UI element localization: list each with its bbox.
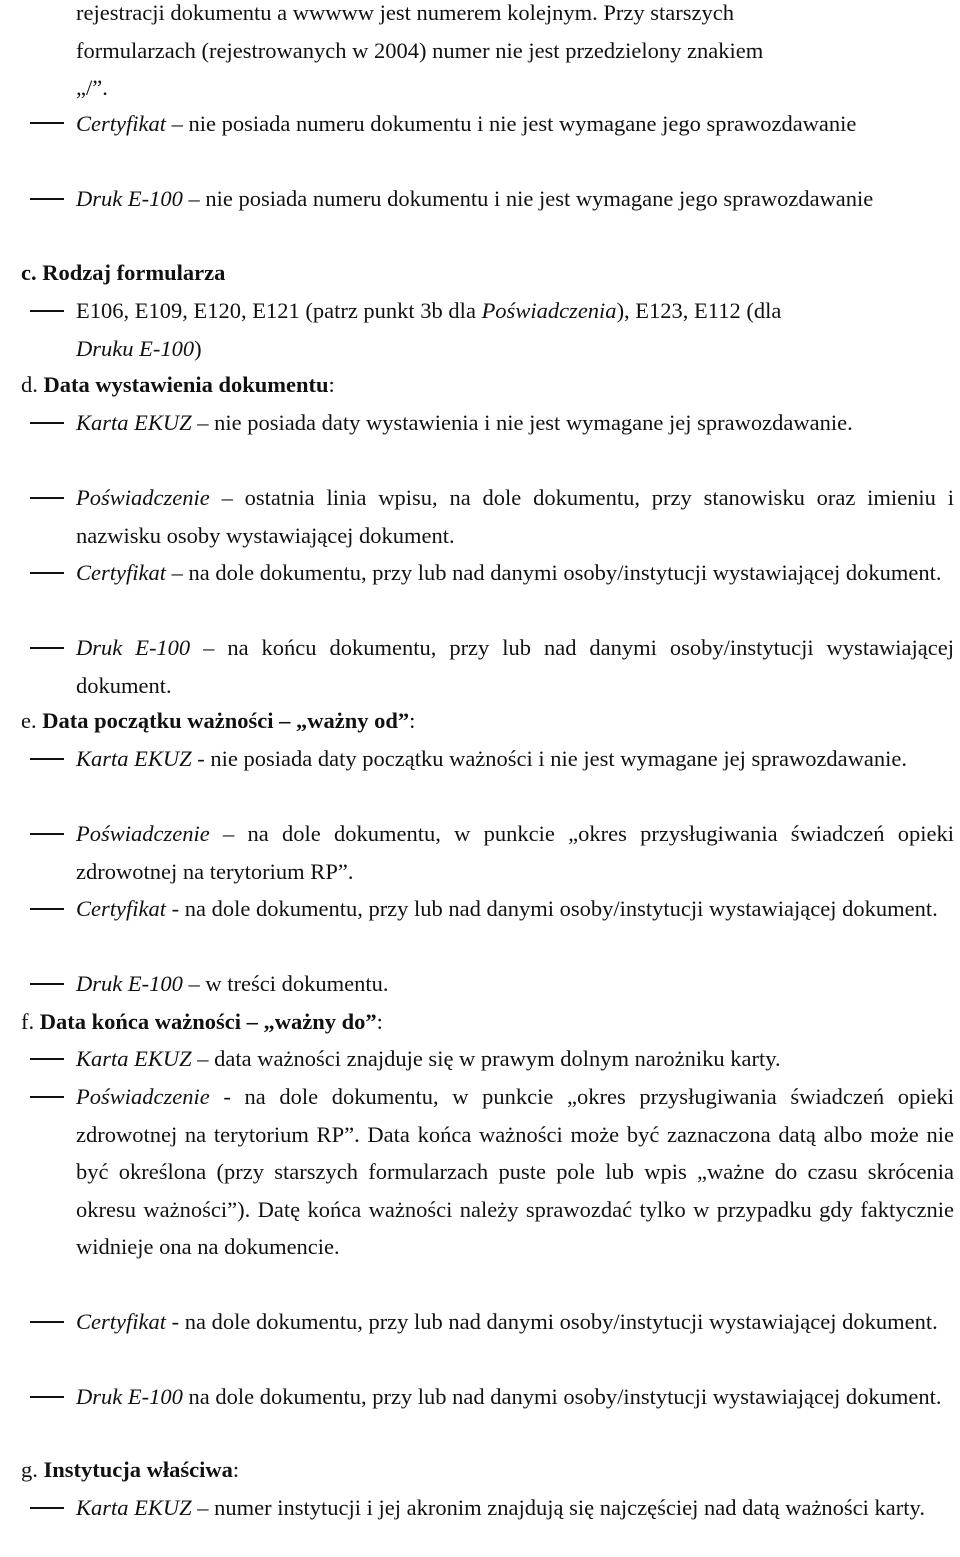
bullet-item — [76, 404, 954, 442]
bullet-item — [76, 740, 954, 778]
intro-paragraph — [76, 0, 954, 107]
bullet-text: – na końcu dokumentu, przy lub nad danymi osoby/instytucji wystawiającej dokument. — [76, 635, 955, 698]
section-heading-f — [21, 1003, 383, 1041]
dash-bullet — [30, 647, 64, 649]
dash-bullet — [30, 122, 64, 124]
bullet-term: Karta EKUZ — [76, 410, 192, 435]
bullet-item — [76, 292, 954, 367]
dash-bullet — [30, 497, 64, 499]
intro-line-2: formularzach (rejestrowanych w 2004) numer nie jest przedzielony znakiem — [76, 37, 764, 63]
section-heading-d — [21, 366, 335, 404]
bullet-item — [76, 1303, 954, 1341]
bullet-item — [76, 1489, 954, 1527]
bullet-item — [76, 105, 954, 143]
section-colon: : — [232, 1457, 240, 1482]
bullet-text: ), E123, E112 (dla — [616, 298, 782, 323]
bullet-term: Druk E-100 — [76, 635, 191, 660]
bullet-term: Karta EKUZ — [76, 746, 192, 771]
bullet-item — [76, 815, 954, 890]
bullet-text: – ostatnia linia wpisu, na dole dokumentu, przy stanowisku oraz imieniu i nazwisku osoby wystawiającej dokument. — [76, 485, 954, 548]
bullet-text: - na dole dokumentu, w punkcie „okres przysługiwania świadczeń opieki zdrowotnej na terytorium RP”. Data końca ważności może być zaznaczona datą albo może nie być określona (przy starszych formularzach puste pole lub wpis „ważne do czasu skrócenia okresu ważności”). Datę końca ważności należy sprawozdać tylko w przypadku gdy faktycznie widnieje ona na dokumencie. — [76, 1084, 954, 1259]
bullet-text: na dole dokumentu, przy lub nad danymi osoby/instytucji wystawiającej dokument. — [188, 1384, 942, 1409]
section-title: Data początku ważności – „ważny od” — [42, 708, 410, 733]
bullet-term: Certyfikat — [76, 1309, 166, 1334]
bullet-text: – numer instytucji i jej akronim znajdują się najczęściej nad datą ważności karty. — [197, 1495, 925, 1520]
bullet-text: nie posiada numeru dokumentu i nie jest wymagane jego sprawozdawanie — [188, 111, 857, 136]
bullet-term: Druk E-100 — [76, 1384, 183, 1409]
dash-bullet — [30, 1396, 64, 1398]
bullet-text: - na dole dokumentu, przy lub nad danymi osoby/instytucji wystawiającej dokument. — [171, 1309, 938, 1334]
dash-bullet — [30, 422, 64, 424]
bullet-text: – data ważności znajduje się w prawym dolnym narożniku karty. — [197, 1046, 781, 1071]
bullet-text: - nie posiada daty początku ważności i nie jest wymagane jej sprawozdawanie. — [197, 746, 908, 771]
bullet-text: - na dole dokumentu, przy lub nad danymi osoby/instytucji wystawiającej dokument. — [171, 896, 938, 921]
section-title: Instytucja właściwa — [43, 1457, 233, 1482]
bullet-term: Poświadczenia — [481, 298, 617, 323]
bullet-item — [76, 890, 954, 928]
dash-bullet — [30, 833, 64, 835]
bullet-term: Certyfikat — [76, 896, 166, 921]
bullet-sep: – — [188, 186, 200, 211]
bullet-item — [76, 180, 954, 218]
bullet-term: Druku E-100 — [76, 335, 195, 361]
bullet-item — [76, 1040, 954, 1078]
section-letter: f. — [21, 1009, 35, 1034]
bullet-term: Karta EKUZ — [76, 1495, 192, 1520]
bullet-term: Karta EKUZ — [76, 1046, 192, 1071]
bullet-item — [76, 1378, 954, 1416]
dash-bullet — [30, 310, 64, 312]
dash-bullet — [30, 198, 64, 200]
section-letter: e. — [21, 708, 37, 733]
section-letter: d. — [21, 372, 38, 397]
bullet-term: Poświadczenie — [76, 485, 210, 510]
bullet-text: – na dole dokumentu, w punkcie „okres przysługiwania świadczeń opieki zdrowotnej na terytorium RP”. — [76, 821, 955, 884]
section-colon: : — [376, 1009, 383, 1034]
dash-bullet — [30, 1058, 64, 1060]
section-letter: c. — [21, 260, 37, 285]
bullet-text: ) — [194, 335, 202, 361]
bullet-text: – nie posiada daty wystawienia i nie jest wymagane jej sprawozdawanie. — [197, 410, 853, 435]
bullet-item — [76, 1078, 954, 1266]
bullet-term: Poświadczenie — [76, 821, 210, 846]
bullet-term: Certyfikat — [76, 560, 166, 585]
bullet-text: – na dole dokumentu, przy lub nad danymi osoby/instytucji wystawiającej dokument. — [171, 560, 942, 585]
dash-bullet — [30, 572, 64, 574]
bullet-item — [76, 479, 954, 554]
section-colon: : — [409, 708, 416, 733]
bullet-text: – w treści dokumentu. — [188, 971, 389, 996]
dash-bullet — [30, 758, 64, 760]
bullet-text: E106, E109, E120, E121 (patrz punkt 3b dla — [76, 298, 482, 323]
bullet-term: Druk E-100 — [76, 186, 183, 211]
intro-line-3: „/”. — [76, 75, 108, 100]
section-heading-e — [21, 702, 415, 740]
dash-bullet — [30, 908, 64, 910]
dash-bullet — [30, 983, 64, 985]
bullet-item — [76, 554, 954, 592]
bullet-term: Druk E-100 — [76, 971, 183, 996]
section-heading-g — [21, 1451, 239, 1489]
dash-bullet — [30, 1321, 64, 1323]
dash-bullet — [30, 1096, 64, 1098]
bullet-term: Certyfikat — [76, 111, 166, 136]
section-colon: : — [328, 372, 335, 397]
section-title: Rodzaj formularza — [42, 260, 226, 285]
section-title: Data końca ważności – „ważny do” — [39, 1009, 377, 1034]
bullet-text: nie posiada numeru dokumentu i nie jest wymagane jego sprawozdawanie — [205, 186, 874, 211]
dash-bullet — [30, 1507, 64, 1509]
section-title: Data wystawienia dokumentu — [43, 372, 329, 397]
intro-line-1: rejestracji dokumentu a wwwww jest numerem kolejnym. Przy starszych — [76, 0, 734, 25]
bullet-term: Poświadczenie — [76, 1084, 210, 1109]
bullet-item — [76, 965, 954, 1003]
bullet-item — [76, 629, 954, 704]
bullet-sep: – — [171, 111, 183, 136]
section-letter: g. — [21, 1457, 38, 1482]
section-heading-c — [21, 254, 225, 292]
